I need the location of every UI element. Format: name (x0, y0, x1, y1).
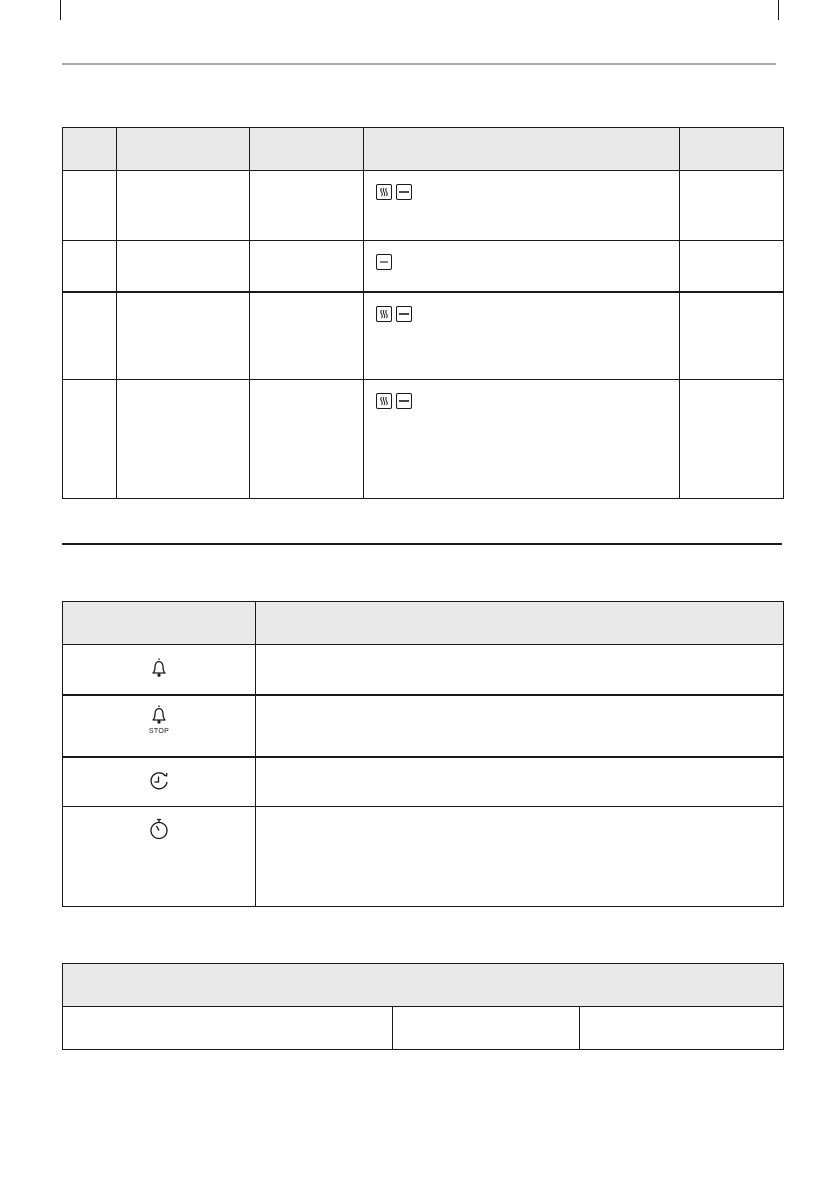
header-cell (63, 964, 784, 1007)
bottom-table (62, 963, 784, 1050)
description-cell (256, 757, 784, 807)
crop-mark-right (778, 0, 779, 20)
bottom-heat-symbol-icon (396, 393, 412, 409)
crop-mark-left (60, 0, 61, 20)
bottom-heat-symbol-icon (396, 306, 412, 322)
table-row (63, 807, 784, 907)
table-cell (63, 1007, 393, 1050)
description-cell (256, 645, 784, 695)
moist-heat-symbol-icon (376, 306, 392, 322)
moist-heat-symbol-icon (376, 393, 392, 409)
table-row (63, 241, 784, 292)
table-row (63, 1007, 784, 1050)
table-row (63, 171, 784, 241)
clock-functions-header (63, 602, 784, 645)
end-time-clock-icon (147, 769, 171, 796)
bell-stop-icon (148, 704, 170, 735)
stop-label: STOP (148, 727, 170, 735)
table-row (63, 695, 784, 757)
table-cell (393, 1007, 580, 1050)
description-cell (256, 807, 784, 907)
header-cell (63, 602, 256, 645)
cooking-table (62, 127, 784, 499)
header-cell (250, 128, 364, 171)
bottom-heat-symbol-icon (376, 254, 392, 270)
table-row (63, 292, 784, 380)
bottom-table-header (63, 964, 784, 1007)
table-row (63, 757, 784, 807)
moist-heat-symbol-icon (376, 184, 392, 200)
header-cell (117, 128, 250, 171)
clock-functions-table (62, 601, 784, 907)
cooking-table-header (63, 128, 784, 171)
bottom-heat-symbol-icon (396, 184, 412, 200)
header-cell (364, 128, 680, 171)
table-row (63, 645, 784, 695)
table-row (63, 380, 784, 499)
header-cell (680, 128, 784, 171)
stopwatch-icon (148, 817, 170, 844)
bell-icon (148, 656, 170, 683)
description-cell (256, 695, 784, 757)
header-cell (256, 602, 784, 645)
section-divider (62, 543, 782, 545)
table-cell (580, 1007, 784, 1050)
header-cell (63, 128, 117, 171)
header-rule (62, 63, 776, 65)
